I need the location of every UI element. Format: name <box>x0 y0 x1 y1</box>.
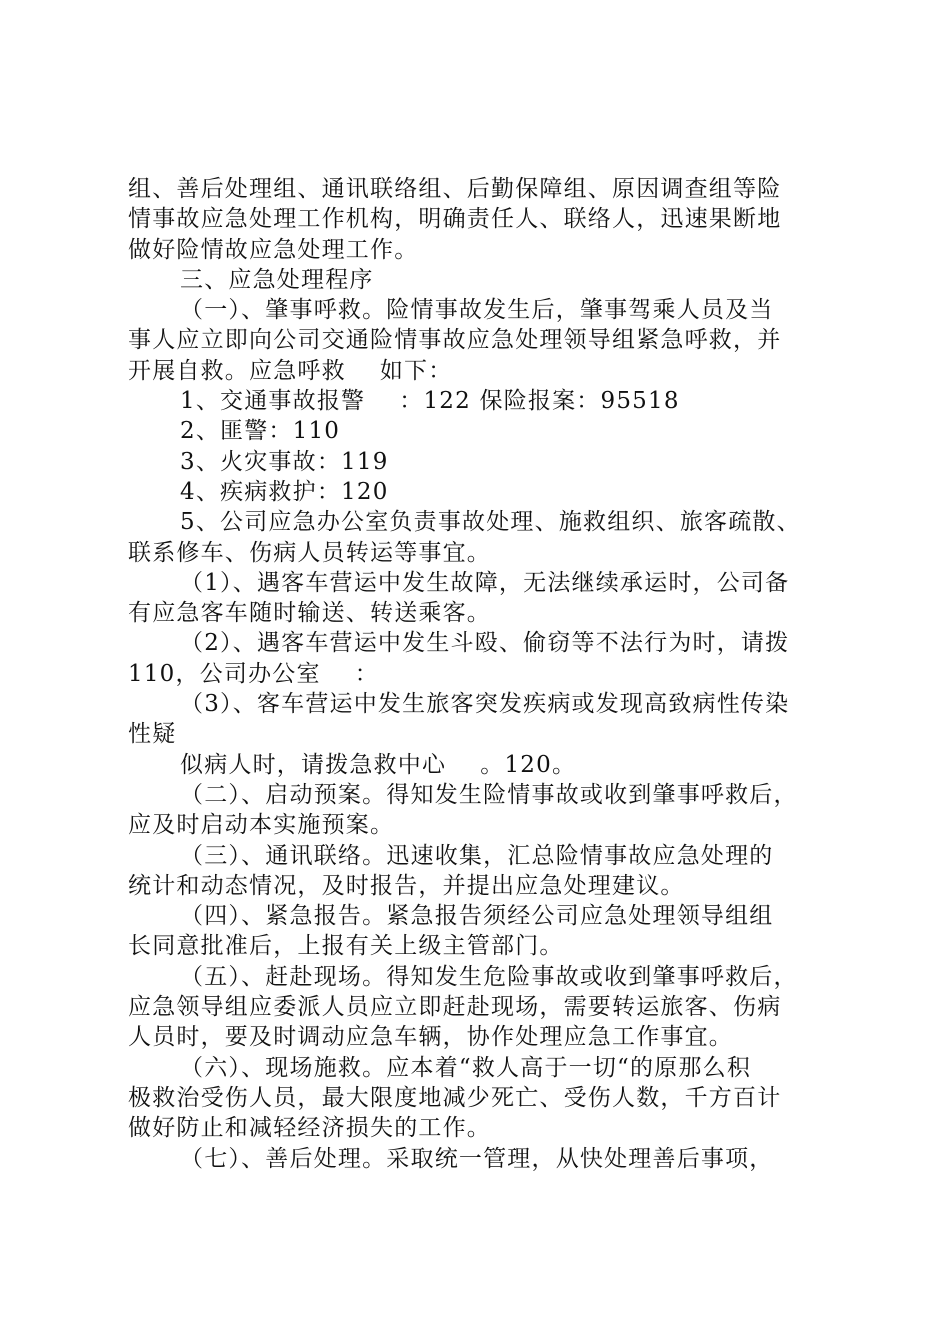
text-line: 人员时，要及时调动应急车辆，协作处理应急工作事宜。 <box>128 1024 733 1051</box>
text-line: （五）、赶赴现场。得知发生危险事故或收到肇事呼救后， <box>180 963 798 990</box>
text-line: （七）、善后处理。采取统一管理，从快处理善后事项， <box>180 1145 774 1172</box>
text-line: 极救治受伤人员，最大限度地减少死亡、受伤人数，千方百计 <box>128 1084 782 1111</box>
text-line: （三）、通讯联络。迅速收集，汇总险情事故应急处理的 <box>180 842 774 869</box>
document-body <box>128 174 828 1174</box>
text-line: 组、善后处理组、通讯联络组、后勤保障组、原因调查组等险 <box>128 176 782 202</box>
text-line: 应及时启动本实施预案。 <box>128 812 395 839</box>
text-line: 3、火灾事故：119 <box>180 448 389 475</box>
text-line: 应急领导组应委派人员应立即赶赴现场，需要转运旅客、伤病 <box>128 994 782 1021</box>
text-line: 110，公司办公室 ： <box>128 660 379 687</box>
text-line: 情事故应急处理工作机构，明确责任人、联络人，迅速果断地 <box>128 206 782 233</box>
text-line: 三、应急处理程序 <box>180 266 374 293</box>
text-line: 联系修车、伤病人员转运等事宜。 <box>128 539 491 566</box>
text-line: 有应急客车随时输送、转送乘客。 <box>128 600 491 627</box>
text-line: 做好险情故应急处理工作。 <box>128 236 419 263</box>
text-line: 5、公司应急办公室负责事故处理、施救组织、旅客疏散、 <box>180 509 801 536</box>
text-line: 统计和动态情况，及时报告，并提出应急处理建议。 <box>128 872 685 899</box>
text-line: 性疑 <box>128 721 177 748</box>
text-line: （一）、肇事呼救。险情事故发生后，肇事驾乘人员及当 <box>180 297 774 324</box>
text-line: 2、匪警：110 <box>180 418 341 445</box>
text-line: （2）、遇客车营运中发生斗殴、偷窃等不法行为时，请拨 <box>180 630 790 657</box>
text-line: （四）、紧急报告。紧急报告须经公司应急处理领导组组 <box>180 903 774 930</box>
text-line: 长同意批准后，上报有关上级主管部门。 <box>128 933 564 960</box>
text-line: 4、疾病救护：120 <box>180 478 389 505</box>
text-line: 事人应立即向公司交通险情事故应急处理领导组紧急呼救，并 <box>128 327 782 354</box>
text-line: 做好防止和减轻经济损失的工作。 <box>128 1115 491 1142</box>
text-line: （六）、现场施救。应本着“救人高于一切“的原那么积 <box>180 1054 752 1081</box>
text-line: 开展自救。应急呼救 如下： <box>128 357 453 384</box>
text-line: （二）、启动预案。得知发生险情事故或收到肇事呼救后， <box>180 781 798 808</box>
text-line: 似病人时，请拨急救中心 。120。 <box>180 751 577 778</box>
text-line: 1、交通事故报警 ：122 保险报案：95518 <box>180 388 680 415</box>
text-line: （3）、客车营运中发生旅客突发疾病或发现高致病性传染 <box>180 691 790 718</box>
text-line: （1）、遇客车营运中发生故障，无法继续承运时，公司备 <box>180 569 790 596</box>
